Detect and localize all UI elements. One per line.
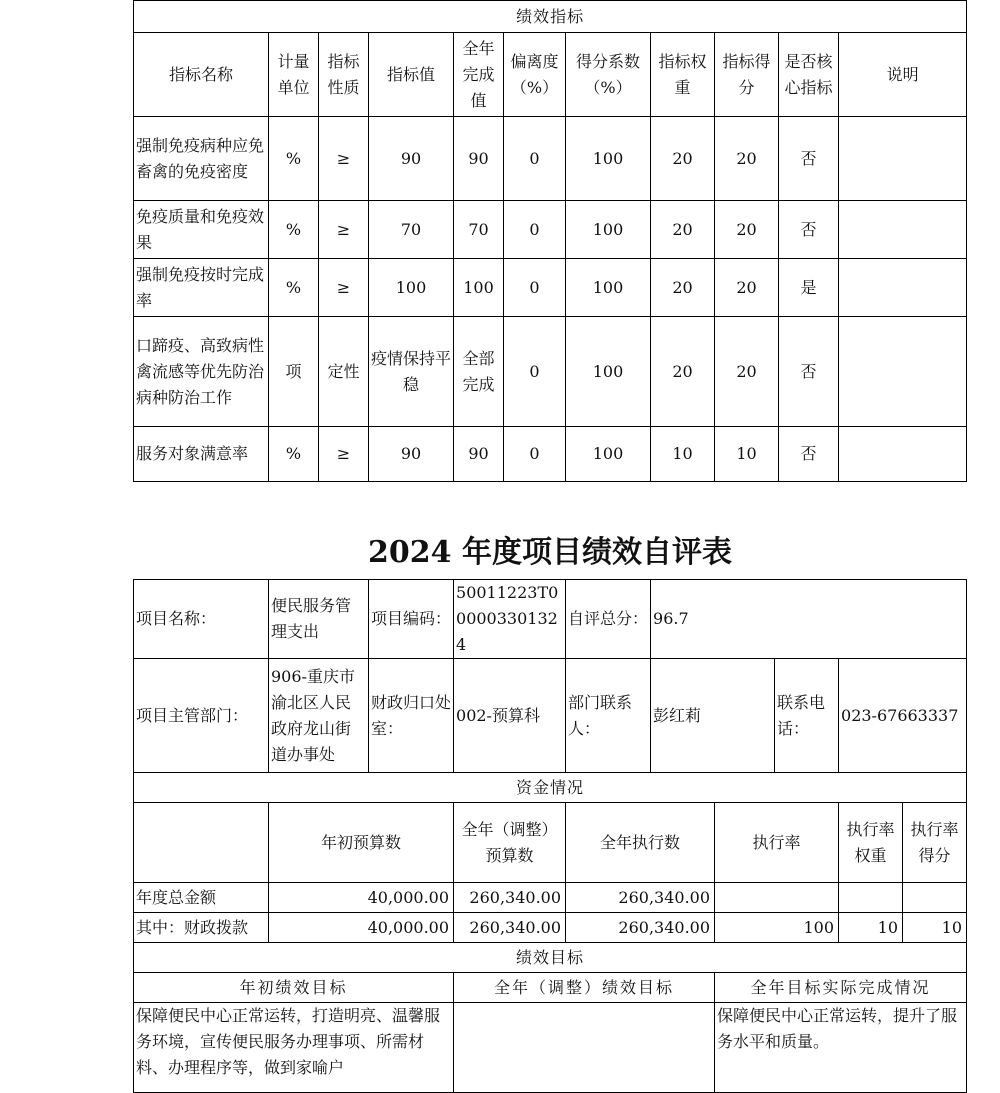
funds-adjusted: 260,340.00 <box>454 913 566 943</box>
header-exec-score: 执行率得分 <box>903 803 967 883</box>
indicator-deviation: 0 <box>504 117 566 201</box>
adjusted-goal-text <box>454 1003 715 1093</box>
phone-label: 联系电话： <box>775 659 839 773</box>
project-name-label: 项目名称： <box>134 580 269 659</box>
table-row <box>134 317 967 427</box>
table-row <box>134 201 967 259</box>
header-deviation: 偏离度（%） <box>504 33 566 117</box>
header-note: 说明 <box>839 33 967 117</box>
indicator-weight: 10 <box>651 427 715 482</box>
indicator-score: 20 <box>715 317 779 427</box>
project-info-row <box>134 580 967 659</box>
indicator-coef: 100 <box>566 117 651 201</box>
table-row <box>134 427 967 482</box>
indicator-note <box>839 117 967 201</box>
header-target-value: 指标值 <box>369 33 454 117</box>
funds-score <box>903 883 967 913</box>
indicator-note <box>839 427 967 482</box>
contact-label: 部门联系人： <box>566 659 651 773</box>
indicator-weight: 20 <box>651 259 715 317</box>
indicator-actual: 90 <box>454 117 504 201</box>
funds-executed: 260,340.00 <box>566 913 715 943</box>
funds-row-label: 其中：财政拨款 <box>134 913 269 943</box>
funds-initial: 40,000.00 <box>269 913 454 943</box>
indicator-unit: % <box>269 259 319 317</box>
indicator-core: 是 <box>779 259 839 317</box>
indicator-target: 100 <box>369 259 454 317</box>
indicator-coef: 100 <box>566 259 651 317</box>
indicator-core: 否 <box>779 317 839 427</box>
indicator-section-title: 绩效指标 <box>134 1 967 33</box>
indicator-deviation: 0 <box>504 427 566 482</box>
indicator-unit: % <box>269 117 319 201</box>
indicator-name: 强制免疫按时完成率 <box>134 259 269 317</box>
finance-office-value: 002-预算科 <box>454 659 566 773</box>
indicator-nature: ≥ <box>319 259 369 317</box>
funds-executed: 260,340.00 <box>566 883 715 913</box>
indicator-nature: ≥ <box>319 201 369 259</box>
funds-header-blank <box>134 803 269 883</box>
project-code-value: 50011223T000003301324 <box>454 580 566 659</box>
finance-office-label: 财政归口处室： <box>369 659 454 773</box>
header-initial-budget: 年初预算数 <box>269 803 454 883</box>
indicator-unit: % <box>269 201 319 259</box>
indicator-nature: ≥ <box>319 117 369 201</box>
initial-goal-text: 保障便民中心正常运转，打造明亮、温馨服务环境，宣传便民服务办理事项、所需材料、办理程序等，做到家喻户 <box>134 1003 454 1093</box>
project-name-value: 便民服务管理支出 <box>269 580 369 659</box>
indicator-name: 服务对象满意率 <box>134 427 269 482</box>
indicator-weight: 20 <box>651 201 715 259</box>
indicator-deviation: 0 <box>504 317 566 427</box>
header-nature: 指标性质 <box>319 33 369 117</box>
indicator-table <box>133 0 967 482</box>
indicator-name: 强制免疫病种应免畜禽的免疫密度 <box>134 117 269 201</box>
header-weight: 指标权重 <box>651 33 715 117</box>
self-evaluation-table <box>133 579 967 1093</box>
funds-rate <box>715 883 839 913</box>
indicator-score: 10 <box>715 427 779 482</box>
header-actual-completion: 全年目标实际完成情况 <box>715 973 967 1003</box>
funds-weight: 10 <box>839 913 903 943</box>
indicator-actual: 90 <box>454 427 504 482</box>
indicator-score: 20 <box>715 259 779 317</box>
indicator-target: 90 <box>369 427 454 482</box>
header-executed: 全年执行数 <box>566 803 715 883</box>
header-actual-value: 全年完成值 <box>454 33 504 117</box>
indicator-core: 否 <box>779 201 839 259</box>
page-title: 2024 年度项目绩效自评表 <box>368 535 732 570</box>
funds-header-row <box>134 803 967 883</box>
indicator-coef: 100 <box>566 201 651 259</box>
header-initial-goal: 年初绩效目标 <box>134 973 454 1003</box>
indicator-name: 口蹄疫、高致病性禽流感等优先防治病种防治工作 <box>134 317 269 427</box>
indicator-core: 否 <box>779 117 839 201</box>
header-unit: 计量单位 <box>269 33 319 117</box>
indicator-target: 疫情保持平稳 <box>369 317 454 427</box>
indicator-nature: ≥ <box>319 427 369 482</box>
self-score-value: 96.7 <box>651 580 967 659</box>
dept-label: 项目主管部门： <box>134 659 269 773</box>
indicator-weight: 20 <box>651 117 715 201</box>
header-exec-rate: 执行率 <box>715 803 839 883</box>
indicator-coef: 100 <box>566 317 651 427</box>
goals-section-title: 绩效目标 <box>134 943 967 973</box>
self-score-label: 自评总分： <box>566 580 651 659</box>
department-row <box>134 659 967 773</box>
indicator-header-row <box>134 33 967 117</box>
funds-score: 10 <box>903 913 967 943</box>
indicator-weight: 20 <box>651 317 715 427</box>
indicator-unit: % <box>269 427 319 482</box>
header-core: 是否核心指标 <box>779 33 839 117</box>
table-row <box>134 883 967 913</box>
header-indicator-name: 指标名称 <box>134 33 269 117</box>
indicator-deviation: 0 <box>504 259 566 317</box>
funds-row-label: 年度总金额 <box>134 883 269 913</box>
goals-header-row <box>134 973 967 1003</box>
phone-value: 023-67663337 <box>839 659 967 773</box>
indicator-score: 20 <box>715 201 779 259</box>
indicator-target: 70 <box>369 201 454 259</box>
indicator-name: 免疫质量和免疫效果 <box>134 201 269 259</box>
indicator-unit: 项 <box>269 317 319 427</box>
table-row <box>134 117 967 201</box>
indicator-actual: 100 <box>454 259 504 317</box>
indicator-score: 20 <box>715 117 779 201</box>
indicator-target: 90 <box>369 117 454 201</box>
contact-value: 彭红莉 <box>651 659 775 773</box>
indicator-actual: 70 <box>454 201 504 259</box>
header-score-coef: 得分系数（%） <box>566 33 651 117</box>
actual-completion-text: 保障便民中心正常运转，提升了服务水平和质量。 <box>715 1003 967 1093</box>
indicator-nature: 定性 <box>319 317 369 427</box>
indicator-note <box>839 317 967 427</box>
indicator-note <box>839 201 967 259</box>
funds-initial: 40,000.00 <box>269 883 454 913</box>
goals-content-row <box>134 1003 967 1093</box>
funds-rate: 100 <box>715 913 839 943</box>
header-score: 指标得分 <box>715 33 779 117</box>
funds-weight <box>839 883 903 913</box>
indicator-note <box>839 259 967 317</box>
funds-section-title: 资金情况 <box>134 773 967 803</box>
header-adjusted-goal: 全年（调整）绩效目标 <box>454 973 715 1003</box>
indicator-actual: 全部完成 <box>454 317 504 427</box>
table-row <box>134 913 967 943</box>
project-code-label: 项目编码： <box>369 580 454 659</box>
header-adjusted-budget: 全年（调整）预算数 <box>454 803 566 883</box>
funds-adjusted: 260,340.00 <box>454 883 566 913</box>
dept-value: 906-重庆市渝北区人民政府龙山街道办事处 <box>269 659 369 773</box>
indicator-coef: 100 <box>566 427 651 482</box>
table-row <box>134 259 967 317</box>
header-exec-weight: 执行率权重 <box>839 803 903 883</box>
indicator-core: 否 <box>779 427 839 482</box>
indicator-deviation: 0 <box>504 201 566 259</box>
